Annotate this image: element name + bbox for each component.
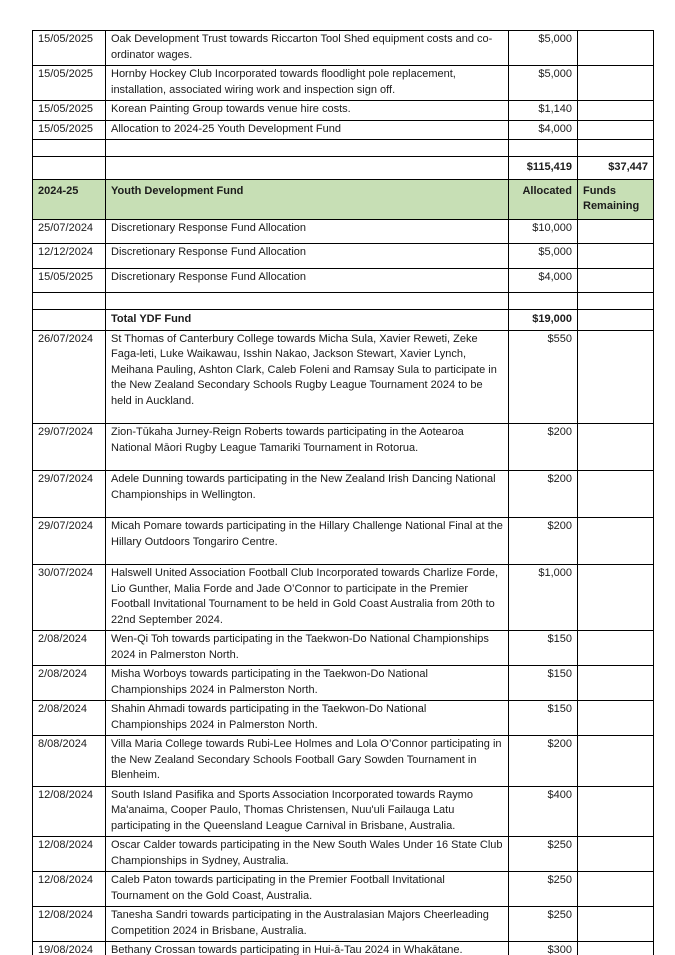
remaining-cell	[578, 140, 654, 157]
table-row	[33, 701, 654, 736]
date-cell: 15/05/2025	[33, 101, 106, 121]
description-cell: Misha Worboys towards participating in the Taekwon-Do National Championships 2024 in Palmerston North.	[106, 666, 509, 701]
allocated-cell: $150	[509, 666, 578, 701]
remaining-cell	[578, 293, 654, 310]
description-cell: Micah Pomare towards participating in the Hillary Challenge National Final at the Hillary Outdoors Tongariro Centre.	[106, 518, 509, 565]
description-cell: Discretionary Response Fund Allocation	[106, 268, 509, 293]
date-cell: 15/05/2025	[33, 268, 106, 293]
description-cell: Discretionary Response Fund Allocation	[106, 244, 509, 269]
blank-row	[33, 140, 654, 157]
allocated-cell: $150	[509, 631, 578, 666]
remaining-cell	[578, 268, 654, 293]
date-cell: 29/07/2024	[33, 518, 106, 565]
description-cell: St Thomas of Canterbury College towards Micha Sula, Xavier Reweti, Zeke Faga-leti, Luke Waikawau, Isshin Nakao, Jackson Stewart, Xavier Lynch, Meihana Pauling, Ashton Clark, Caleb Foleni and Ramsay Sula to participate in the New Zealand Secondary Schools Rugby League Tournament 2024 to be held in Auckland.	[106, 330, 509, 424]
remaining-cell	[578, 666, 654, 701]
remaining-cell	[578, 786, 654, 837]
allocated-cell: $200	[509, 518, 578, 565]
remaining-cell	[578, 631, 654, 666]
description-cell	[106, 157, 509, 180]
table-row	[33, 330, 654, 424]
blank-row	[33, 293, 654, 310]
allocated-cell: $200	[509, 424, 578, 471]
table-row	[33, 471, 654, 518]
table-row	[33, 31, 654, 66]
remaining-cell	[578, 736, 654, 787]
allocated-cell: $4,000	[509, 120, 578, 140]
remaining-cell	[578, 907, 654, 942]
date-cell: 26/07/2024	[33, 330, 106, 424]
remaining-cell	[578, 837, 654, 872]
allocated-cell: $250	[509, 907, 578, 942]
totals-row	[33, 157, 654, 180]
table-row	[33, 666, 654, 701]
table-row	[33, 219, 654, 244]
description-cell: Adele Dunning towards participating in the New Zealand Irish Dancing National Championships in Wellington.	[106, 471, 509, 518]
date-cell: 12/08/2024	[33, 837, 106, 872]
funds-remaining-header-cell: Funds Remaining	[578, 179, 654, 219]
allocated-cell: $550	[509, 330, 578, 424]
remaining-cell	[578, 244, 654, 269]
remaining-cell	[578, 66, 654, 101]
remaining-cell: $37,447	[578, 157, 654, 180]
allocated-cell: $1,140	[509, 101, 578, 121]
allocated-cell	[509, 140, 578, 157]
remaining-cell	[578, 701, 654, 736]
description-cell: Tanesha Sandri towards participating in the Australasian Majors Cheerleading Competition 2024 in Brisbane, Australia.	[106, 907, 509, 942]
allocated-cell: $150	[509, 701, 578, 736]
description-cell: Villa Maria College towards Rubi-Lee Holmes and Lola O’Connor participating in the New Zealand Secondary Schools Football Gary Sowden Tournament in Blenheim.	[106, 736, 509, 787]
allocated-cell: $300	[509, 942, 578, 955]
allocations-table-body	[33, 31, 654, 955]
remaining-cell	[578, 310, 654, 331]
description-cell: Bethany Crossan towards participating in Hui-ā-Tau 2024 in Whakātane.	[106, 942, 509, 955]
total-label-row	[33, 310, 654, 331]
allocated-header-cell: Allocated	[509, 179, 578, 219]
description-cell: Total YDF Fund	[106, 310, 509, 331]
table-row	[33, 424, 654, 471]
date-cell: 12/08/2024	[33, 907, 106, 942]
date-cell: 12/08/2024	[33, 786, 106, 837]
description-cell: Allocation to 2024-25 Youth Development Fund	[106, 120, 509, 140]
remaining-cell	[578, 471, 654, 518]
remaining-cell	[578, 219, 654, 244]
table-row	[33, 872, 654, 907]
date-cell: 15/05/2025	[33, 66, 106, 101]
description-cell: Shahin Ahmadi towards participating in the Taekwon-Do National Championships 2024 in Palmerston North.	[106, 701, 509, 736]
remaining-cell	[578, 424, 654, 471]
date-cell: 2/08/2024	[33, 701, 106, 736]
remaining-cell	[578, 872, 654, 907]
description-cell: Wen-Qi Toh towards participating in the Taekwon-Do National Championships 2024 in Palmerston North.	[106, 631, 509, 666]
remaining-cell	[578, 101, 654, 121]
remaining-cell	[578, 518, 654, 565]
allocated-cell: $5,000	[509, 244, 578, 269]
allocated-cell: $4,000	[509, 268, 578, 293]
section-title-cell: Youth Development Fund	[106, 179, 509, 219]
description-cell: South Island Pasifika and Sports Association Incorporated towards Raymo Ma'anaima, Cooper Paulo, Thomas Christensen, Nuu'uli Failauga Latu participating in the Queensland League Carnival in Brisbane, Australia.	[106, 786, 509, 837]
allocated-cell: $1,000	[509, 565, 578, 631]
table-row	[33, 631, 654, 666]
allocated-cell: $115,419	[509, 157, 578, 180]
section-year-cell: 2024-25	[33, 179, 106, 219]
table-row	[33, 837, 654, 872]
date-cell: 8/08/2024	[33, 736, 106, 787]
table-row	[33, 268, 654, 293]
allocated-cell: $250	[509, 872, 578, 907]
date-cell	[33, 157, 106, 180]
allocated-cell: $200	[509, 736, 578, 787]
table-row	[33, 565, 654, 631]
description-cell	[106, 293, 509, 310]
date-cell	[33, 310, 106, 331]
date-cell: 2/08/2024	[33, 666, 106, 701]
date-cell: 30/07/2024	[33, 565, 106, 631]
description-cell: Oak Development Trust towards Riccarton Tool Shed equipment costs and co-ordinator wages.	[106, 31, 509, 66]
table-row	[33, 786, 654, 837]
table-row	[33, 101, 654, 121]
description-cell: Zion-Tūkaha Jurney-Reign Roberts towards participating in the Aotearoa National Māori Rugby League Tamariki Tournament in Rotorua.	[106, 424, 509, 471]
remaining-cell	[578, 120, 654, 140]
description-cell: Hornby Hockey Club Incorporated towards floodlight pole replacement, installation, associated wiring work and inspection sign off.	[106, 66, 509, 101]
table-row	[33, 244, 654, 269]
table-row	[33, 942, 654, 955]
allocations-table	[32, 30, 654, 955]
date-cell: 2/08/2024	[33, 631, 106, 666]
remaining-cell	[578, 330, 654, 424]
description-cell: Halswell United Association Football Club Incorporated towards Charlize Forde, Lio Gunther, Malia Forde and Jade O’Connor to participate in the Premier Football Invitational Tournament to be held in Gold Coast Australia from 20th to 22nd September 2024.	[106, 565, 509, 631]
allocated-cell: $250	[509, 837, 578, 872]
remaining-cell	[578, 942, 654, 955]
allocated-cell	[509, 293, 578, 310]
allocated-cell: $10,000	[509, 219, 578, 244]
date-cell: 12/08/2024	[33, 872, 106, 907]
allocated-cell: $5,000	[509, 31, 578, 66]
section-header-row	[33, 179, 654, 219]
description-cell	[106, 140, 509, 157]
description-cell: Caleb Paton towards participating in the Premier Football Invitational Tournament on the Gold Coast, Australia.	[106, 872, 509, 907]
date-cell: 15/05/2025	[33, 120, 106, 140]
allocated-cell: $400	[509, 786, 578, 837]
date-cell	[33, 293, 106, 310]
remaining-cell	[578, 565, 654, 631]
allocated-cell: $19,000	[509, 310, 578, 331]
date-cell	[33, 140, 106, 157]
description-cell: Korean Painting Group towards venue hire costs.	[106, 101, 509, 121]
remaining-cell	[578, 31, 654, 66]
table-row	[33, 120, 654, 140]
date-cell: 29/07/2024	[33, 471, 106, 518]
description-cell: Oscar Calder towards participating in the New South Wales Under 16 State Club Championships in Sydney, Australia.	[106, 837, 509, 872]
description-cell: Discretionary Response Fund Allocation	[106, 219, 509, 244]
table-row	[33, 518, 654, 565]
date-cell: 29/07/2024	[33, 424, 106, 471]
date-cell: 15/05/2025	[33, 31, 106, 66]
table-row	[33, 66, 654, 101]
date-cell: 25/07/2024	[33, 219, 106, 244]
date-cell: 19/08/2024	[33, 942, 106, 955]
date-cell: 12/12/2024	[33, 244, 106, 269]
allocated-cell: $200	[509, 471, 578, 518]
table-row	[33, 736, 654, 787]
table-row	[33, 907, 654, 942]
allocated-cell: $5,000	[509, 66, 578, 101]
